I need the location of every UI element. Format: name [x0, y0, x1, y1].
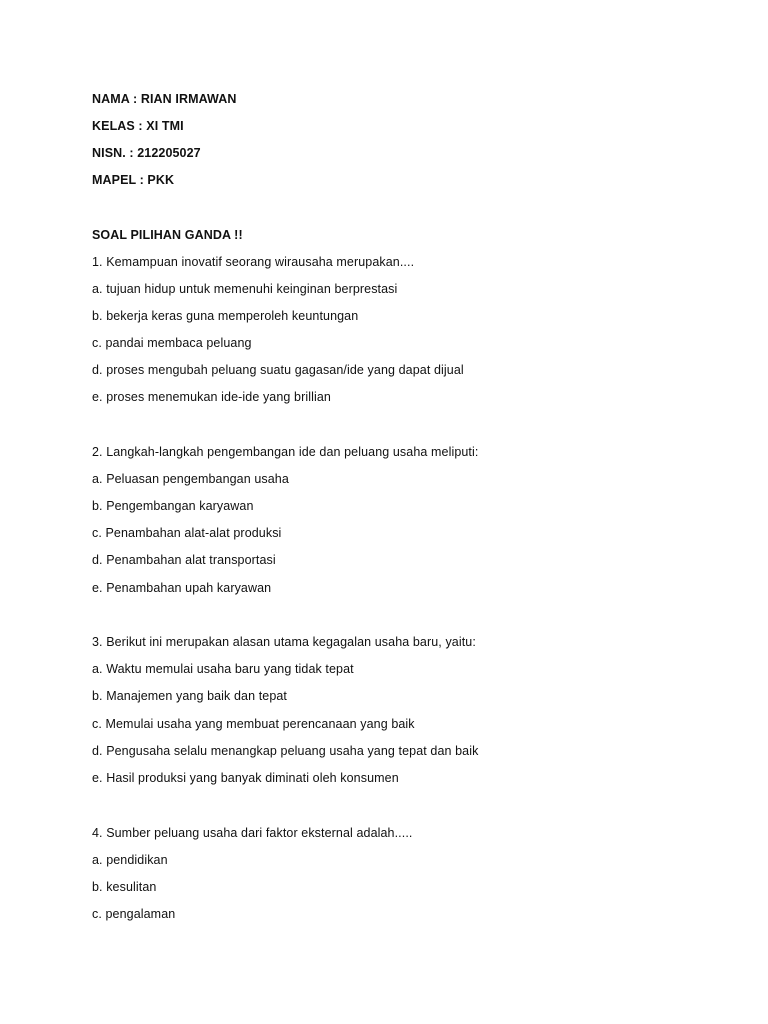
student-name: NAMA : RIAN IRMAWAN: [92, 92, 237, 106]
q4-option-b: b. kesulitan: [92, 880, 157, 894]
q2-option-b: b. Pengembangan karyawan: [92, 499, 254, 513]
q4-option-c: c. pengalaman: [92, 907, 176, 921]
question-3: 3. Berikut ini merupakan alasan utama kegagalan usaha baru, yaitu:: [92, 635, 476, 649]
student-nisn: NISN. : 212205027: [92, 146, 201, 160]
q3-option-a: a. Waktu memulai usaha baru yang tidak tepat: [92, 662, 354, 676]
q3-option-e: e. Hasil produksi yang banyak diminati oleh konsumen: [92, 771, 399, 785]
question-2: 2. Langkah-langkah pengembangan ide dan peluang usaha meliputi:: [92, 445, 479, 459]
q2-option-c: c. Penambahan alat-alat produksi: [92, 526, 282, 540]
q1-option-b: b. bekerja keras guna memperoleh keuntungan: [92, 309, 359, 323]
q1-option-c: c. pandai membaca peluang: [92, 336, 252, 350]
question-1: 1. Kemampuan inovatif seorang wirausaha merupakan....: [92, 255, 415, 269]
q3-option-b: b. Manajemen yang baik dan tepat: [92, 689, 287, 703]
q4-option-a: a. pendidikan: [92, 853, 168, 867]
question-4: 4. Sumber peluang usaha dari faktor eksternal adalah.....: [92, 826, 413, 840]
q3-option-d: d. Pengusaha selalu menangkap peluang usaha yang tepat dan baik: [92, 744, 479, 758]
q1-option-e: e. proses menemukan ide-ide yang brillian: [92, 390, 331, 404]
subject: MAPEL : PKK: [92, 173, 175, 187]
section-title: SOAL PILIHAN GANDA !!: [92, 228, 243, 242]
q2-option-e: e. Penambahan upah karyawan: [92, 581, 272, 595]
q2-option-a: a. Peluasan pengembangan usaha: [92, 472, 289, 486]
q3-option-c: c. Memulai usaha yang membuat perencanaan yang baik: [92, 717, 415, 731]
student-class: KELAS : XI TMI: [92, 119, 184, 133]
q1-option-a: a. tujuan hidup untuk memenuhi keinginan berprestasi: [92, 282, 398, 296]
q1-option-d: d. proses mengubah peluang suatu gagasan/ide yang dapat dijual: [92, 363, 464, 377]
q2-option-d: d. Penambahan alat transportasi: [92, 553, 276, 567]
